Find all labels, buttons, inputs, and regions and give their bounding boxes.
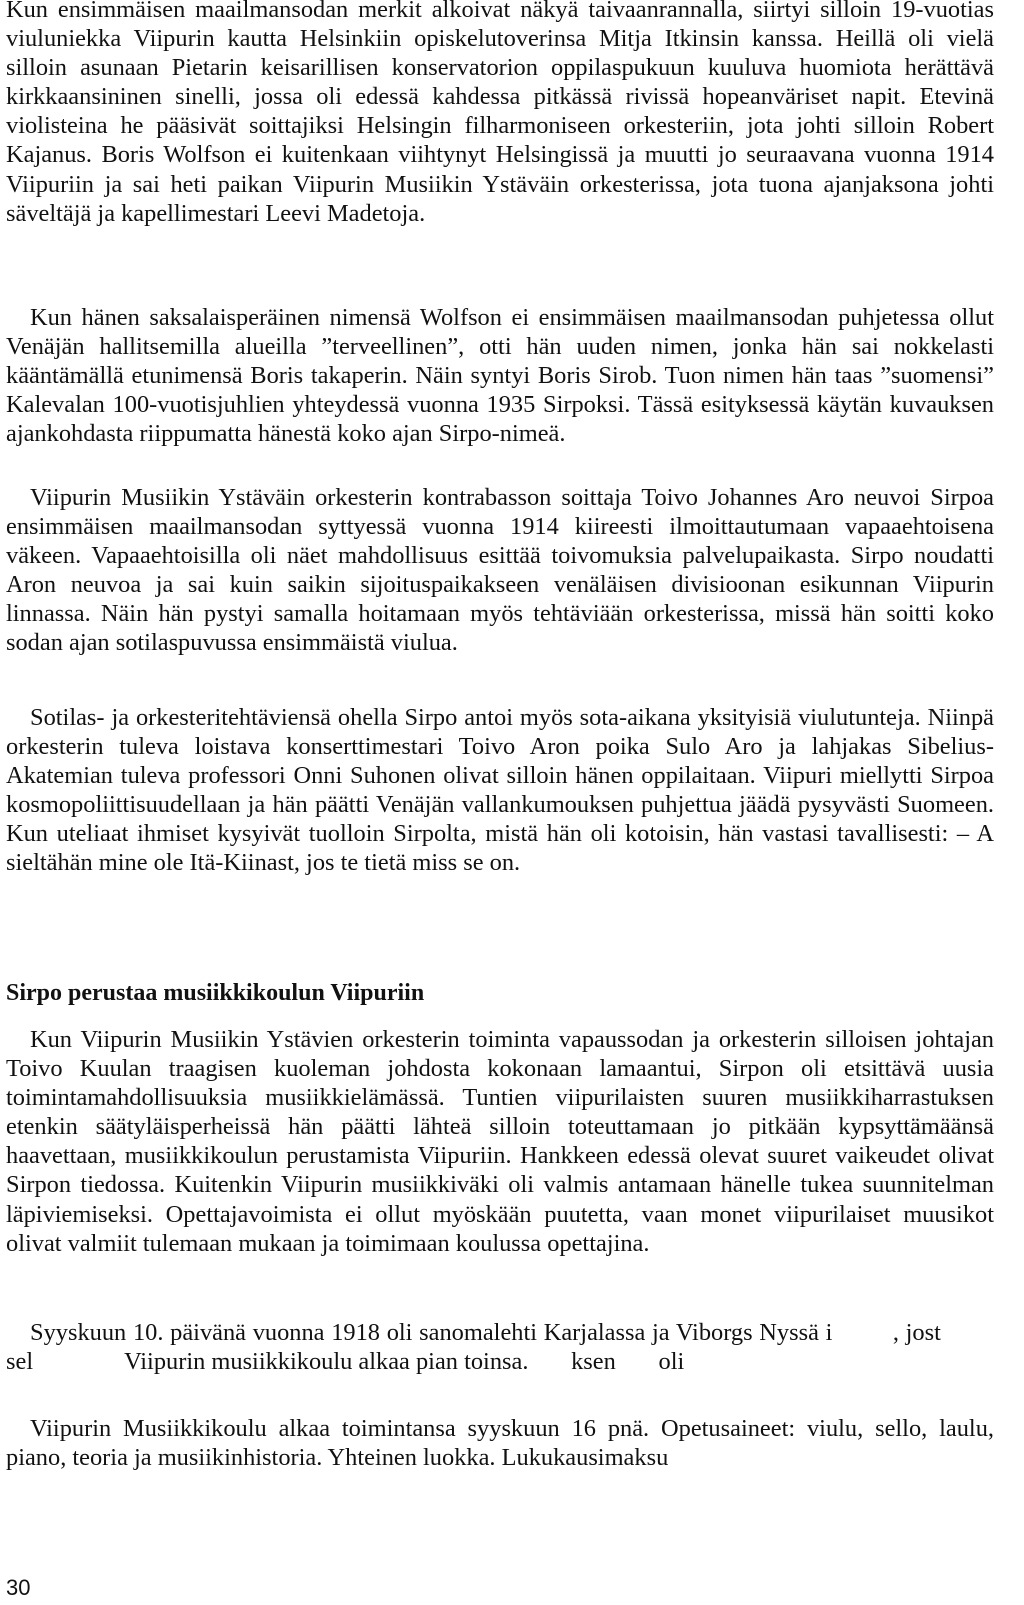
body-paragraph-3: Viipurin Musiikin Ystäväin orkesterin kontrabasson soittaja Toivo Johannes Aro neuvoi Sirpoa ensimmäisen maailmansodan syttyessä vuonna 1914 kiireesti ilmoittautumaan vapaaehtoisena väkeen. Vapaaehtoisilla oli näet mahdollisuus esittää toivomuksia palvelupaikasta. Sirpo noudatti Aron neuvoa ja sai kuin saikin sijoituspaikakseen venäläisen divisioonan esikunnan Viipurin linnassa. Näin hän pystyi samalla hoitamaan myös tehtäviään orkesterissa, missä hän soitti koko sodan ajan sotilaspuvussa ensimmäistä viulua. [6,484,994,657]
body-paragraph-1: Kun ensimmäisen maailmansodan merkit alkoivat näkyä taivaanrannalla, siirtyi silloin 19-vuotias viuluniekka Viipurin kautta Helsinkiin opiskelutoverinsa Mitja Itkinsin kanssa. Heillä oli vielä silloin asunaan Pietarin keisarillisen konservatorion oppilaspukuun kuuluva huomiota herättävä kirkkaansininen sinelli, jossa oli edessä kahdessa pitkässä rivissä hopeanväriset napit. Etevinä violisteina he pääsivät soittajiksi Helsingin filharmoniseen orkesteriin, jota johti silloin Robert Kajanus. Boris Wolfson ei kuitenkaan viihtynyt Helsingissä ja muutti jo seuraavana vuonna 1914 Viipuriin ja sai heti paikan Viipurin Musiikin Ystäväin orkesterissa, jota tuona ajanjaksona johti säveltäjä ja kapellimestari Leevi Madetoja. [6,0,994,227]
body-paragraph-2: Kun hänen saksalaisperäinen nimensä Wolfson ei ensimmäisen maailmansodan puhjetessa ollut Venäjän hallitsemilla alueilla ”terveellinen”, otti hän uuden nimen, jonka hän sai nokkelasti kääntämällä etunimensä Boris takaperin. Näin syntyi Boris Sirob. Tuon nimen hän taas ”suomensi” Kalevalan 100-vuotisjuhlien yhteydessä vuonna 1935 Sirpoksi. Tässä esityksessä käytän kuvauksen ajankohdasta riippumatta hänestä koko ajan Sirpo-nimeä. [6,304,994,448]
body-paragraph-4: Sotilas- ja orkesteritehtäviensä ohella Sirpo antoi myös sota-aikana yksityisiä viulutunteja. Niinpä orkesterin tuleva loistava konserttimestari Toivo Aron poika Sulo Aro ja lahjakas Sibelius-Akatemian tuleva professori Onni Suhonen olivat silloin hänen oppilaitaan. Viipuri miellytti Sirpoa kosmopoliittisuudellaan ja hän päätti Venäjän vallankumouksen puhjettua jäädä pysyvästi Suomeen. Kun uteliaat ihmiset kysyivät tuolloin Sirpolta, mistä hän oli kotoisin, hän vastasi tavallisesti: – A sieltähän mine ole Itä-Kiinast, jos te tietä miss se on. [6,704,994,877]
section-paragraph-1: Kun Viipurin Musiikin Ystävien orkesterin toiminta vapaussodan ja orkesterin silloisen johtajan Toivo Kuulan traagisen kuoleman johdosta kokonaan lamaantui, Sirpon oli etsittävä uusia toimintamahdollisuuksia musiikkielämässä. Tuntien viipurilaisten suuren musiikkiharrastuksen etenkin säätyläisperheissä hän päätti lähteä silloin toteuttamaan jo pitkään kypsyttämäänsä haavettaan, musiikkikoulun perustamista Viipuriin. Hankkeen edessä olevat suuret vaikeudet olivat Sirpon tiedossa. Kuitenkin Viipurin musiikkiväki oli valmis antamaan hänelle tukea suunnitelman läpiviemiseksi. Opettajavoimista ei ollut myöskään puutetta, vaan monet viipurilaiset muusikot olivat valmiit tulemaan mukaan ja toimimaan koulussa opettajina. [6,1026,994,1257]
section-heading: Sirpo perustaa musiikkikoulun Viipuriin [6,980,425,1006]
quoted-advertisement: Viipurin Musiikkikoulu alkaa toimintansa syyskuun 16 pnä. Opetusaineet: viulu, sello, laulu, piano, teoria ja musiikinhistoria. Yhteinen luokka. Lukukausimaksu [6,1415,994,1472]
section-paragraph-2-partial: Syyskuun 10. päivänä vuonna 1918 oli sanomalehti Karjalassa ja Viborgs Nyssä i , jost sel Viipurin musiikkikoulu alkaa pian toinsa. ksen oli [6,1319,994,1376]
page-number: 30 [6,1575,31,1600]
document-page [6,0,1006,1605]
